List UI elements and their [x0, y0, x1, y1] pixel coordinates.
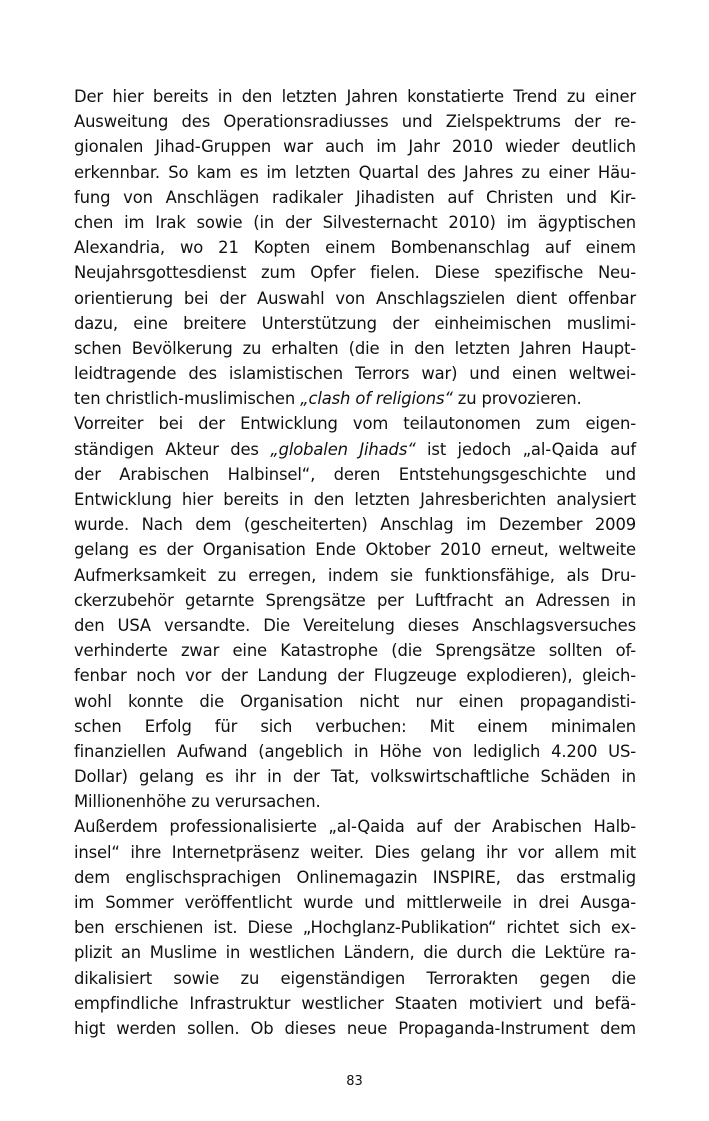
- text-line: Außerdem professionalisierte „al-Qaida auf der Arabischen Halb-: [74, 817, 636, 837]
- text-run: zu provozieren.: [452, 389, 582, 409]
- text-line: wurde. Nach dem (gescheiterten) Anschlag im Dezember 2009: [74, 515, 636, 535]
- text-line: Vorreiter bei der Entwicklung vom teilautonomen zum eigen-: [74, 414, 636, 434]
- text-line: der Arabischen Halbinsel“, deren Entstehungsgeschichte und: [74, 464, 636, 484]
- text-line: verhinderte zwar eine Katastrophe (die Sprengsätze sollten of-: [74, 641, 636, 661]
- text-line: [74, 386, 636, 411]
- paragraph-3: [74, 814, 636, 1041]
- text-run: ist jedoch „al-Qaida auf: [415, 439, 636, 459]
- text-line: Entwicklung hier bereits in den letzten Jahresberichten analysiert: [74, 490, 636, 509]
- paragraph-2: [74, 411, 636, 814]
- text-line: [74, 437, 636, 462]
- text-line: chen im Irak sowie (in der Silvesternacht 2010) im ägyptischen: [74, 212, 636, 232]
- text-line: dazu, eine breitere Unterstützung der einheimischen muslimi-: [74, 313, 636, 333]
- text-line: dikalisiert sowie zu eigenständigen Terrorakten gegen die: [74, 968, 636, 988]
- text-line: wohl konnte die Organisation nicht nur einen propagandisti-: [74, 691, 636, 711]
- text-line: im Sommer veröffentlicht wurde und mittlerweile in drei Ausga-: [74, 893, 636, 912]
- text-line: gionalen Jihad-Gruppen war auch im Jahr 2010 wieder deutlich: [74, 137, 636, 157]
- italic-term: „globalen Jihads“: [270, 439, 416, 459]
- text-line: Ausweitung des Operationsradiusses und Zielspektrums der re-: [74, 112, 636, 132]
- text-line: schen Bevölkerung zu erhalten (die in den letzten Jahren Haupt-: [74, 338, 636, 358]
- text-line: Alexandria, wo 21 Kopten einem Bombenanschlag auf einem: [74, 238, 636, 258]
- text-line: plizit an Muslime in westlichen Ländern, die durch die Lektüre ra-: [74, 943, 636, 963]
- text-line: Aufmerksamkeit zu erregen, indem sie funktionsfähige, als Dru-: [74, 565, 636, 585]
- text-line: Neujahrsgottesdienst zum Opfer fielen. Diese spezifische Neu-: [74, 263, 636, 283]
- text-line: fung von Anschlägen radikaler Jihadisten auf Christen und Kir-: [74, 187, 636, 207]
- text-line: Dollar) gelang es ihr in der Tat, volkswirtschaftliche Schäden in: [74, 767, 636, 787]
- text-line: ckerzubehör getarnte Sprengsätze per Luftfracht an Adressen in: [74, 590, 636, 610]
- page-number: 83: [346, 1074, 363, 1089]
- page-body: [74, 84, 636, 1041]
- text-line: leidtragende des islamistischen Terrors war) und einen weltwei-: [74, 364, 636, 384]
- text-line: erkennbar. So kam es im letzten Quartal des Jahres zu einer Häu-: [74, 162, 636, 182]
- text-line: empfindliche Infrastruktur westlicher Staaten motiviert und befä-: [74, 993, 636, 1013]
- text-line: finanziellen Aufwand (angeblich in Höhe von lediglich 4.200 US-: [74, 741, 636, 761]
- italic-term: „clash of religions“: [300, 389, 453, 409]
- text-run: ständigen Akteur des: [74, 439, 271, 459]
- text-line: higt werden sollen. Ob dieses neue Propaganda-Instrument dem: [74, 1018, 636, 1038]
- text-line: dem englischsprachigen Onlinemagazin INSPIRE, das erstmalig: [74, 867, 636, 887]
- text-run: ten christlich-muslimischen: [74, 389, 301, 409]
- text-line: fenbar noch vor der Landung der Flugzeuge explodieren), gleich-: [74, 666, 636, 686]
- text-line: schen Erfolg für sich verbuchen: Mit einem minimalen: [74, 716, 636, 736]
- text-line: insel“ ihre Internetpräsenz weiter. Dies gelang ihr vor allem mit: [74, 842, 636, 862]
- text-line: Millionenhöhe zu verursachen.: [74, 792, 321, 812]
- text-line: den USA versandte. Die Vereitelung dieses Anschlagsversuches: [74, 615, 636, 635]
- text-line: gelang es der Organisation Ende Oktober 2010 erneut, weltweite: [74, 540, 636, 560]
- paragraph-1: [74, 84, 636, 411]
- text-line: Der hier bereits in den letzten Jahren konstatierte Trend zu einer: [74, 87, 636, 106]
- text-line: orientierung bei der Auswahl von Anschlagszielen dient offenbar: [74, 288, 636, 308]
- text-line: ben erschienen ist. Diese „Hochglanz-Publikation“ richtet sich ex-: [74, 918, 636, 938]
